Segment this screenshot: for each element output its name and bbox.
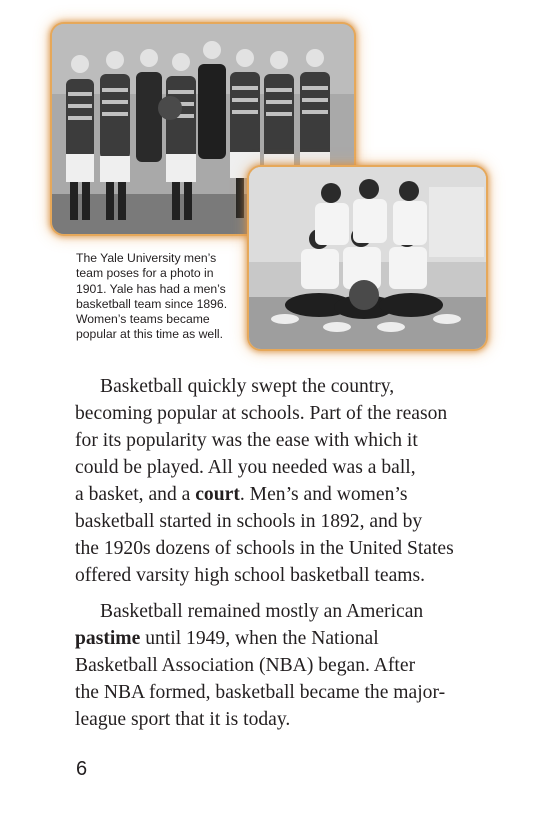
paragraph-2-line: league sport that it is today. (75, 709, 291, 730)
paragraph-1-line: for its popularity was the ease with which it (75, 430, 418, 451)
text-segment: a basket, and a (75, 484, 196, 505)
paragraph-1 (75, 373, 485, 589)
paragraph-1-line: becoming popular at schools. Part of the reason (75, 403, 448, 424)
paragraph-1-line: basketball started in schools in 1892, and by (75, 511, 423, 532)
paragraph-2-line: Basketball remained mostly an American (100, 601, 424, 622)
paragraph-1-line: Basketball quickly swept the country, (100, 376, 395, 397)
paragraph-2 (75, 598, 485, 733)
womens-team-photo (249, 167, 486, 349)
paragraph-2-line: Basketball Association (NBA) began. After (75, 655, 416, 676)
womens-team-illustration (249, 167, 486, 349)
glossary-term-court: court (195, 484, 240, 505)
paragraph-1-line: offered varsity high school basketball teams. (75, 565, 426, 586)
paragraph-1-line: could be played. All you needed was a ball, (75, 457, 416, 478)
paragraph-1-line: the 1920s dozens of schools in the United States (75, 538, 454, 559)
photo-caption: The Yale University men’s team poses for a photo in 1901. Yale has had a men’s basketball team since 1896. Women’s teams became popular at this time as well. (76, 251, 228, 342)
text-segment: until 1949, when the National (140, 628, 379, 649)
paragraph-2-line (75, 625, 485, 652)
paragraph-2-line: the NBA formed, basketball became the major- (75, 682, 446, 703)
text-segment: . Men’s and women’s (239, 484, 408, 505)
glossary-term-pastime: pastime (75, 628, 141, 649)
paragraph-1-line (75, 481, 485, 508)
page-number: 6 (76, 758, 88, 780)
